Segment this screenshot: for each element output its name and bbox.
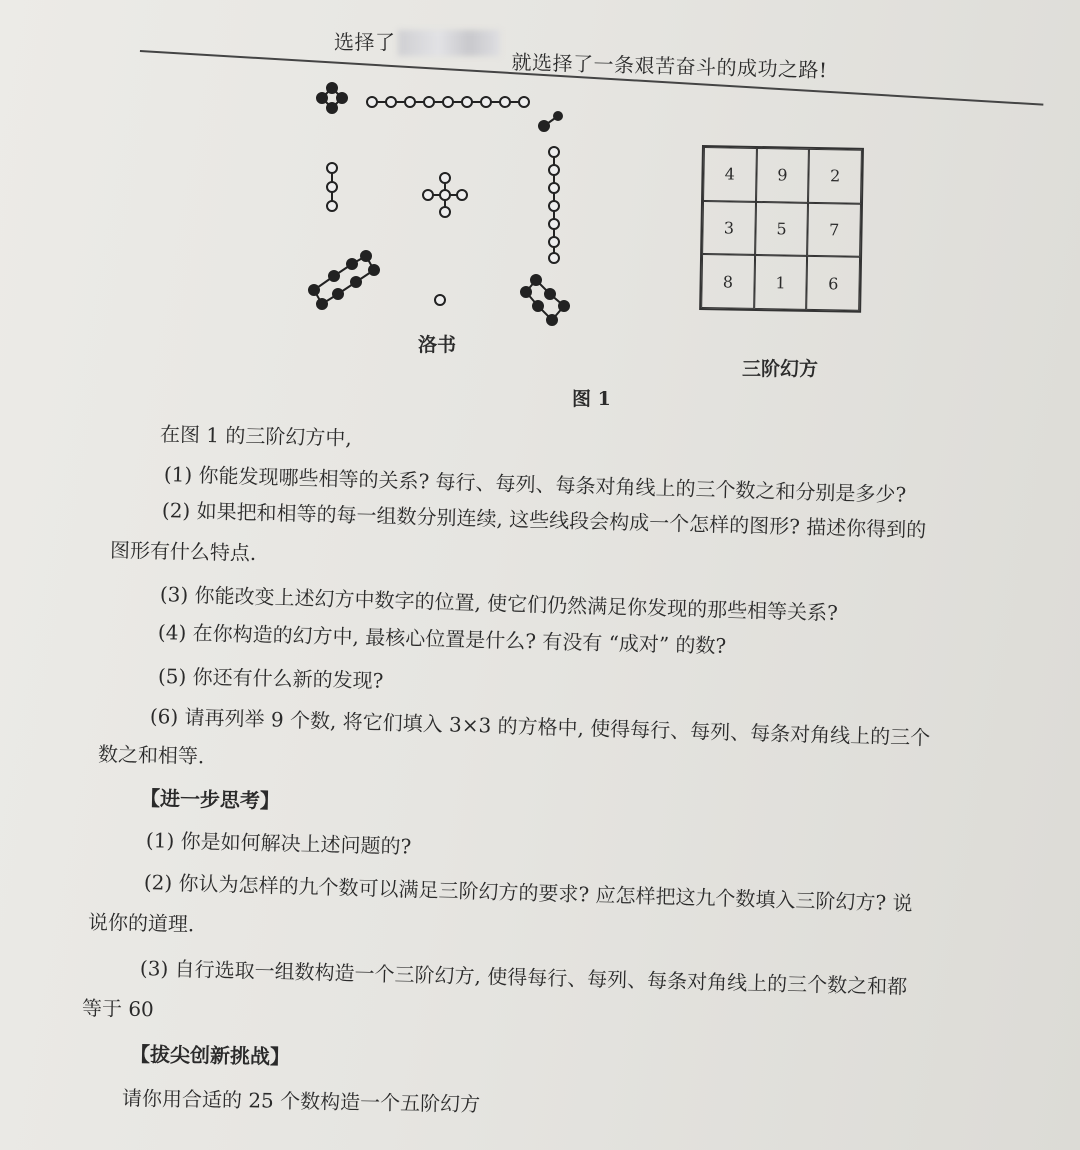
luoshu-figure xyxy=(300,80,600,340)
magic-cell: 2 xyxy=(808,149,862,204)
question-4: (4) 在你构造的幻方中, 最核心位置是什么? 有没有 “成对” 的数? xyxy=(157,620,727,658)
challenge-text: 请你用合适的 25 个数构造一个五阶幻方 xyxy=(121,1086,481,1117)
further-question-3-line-2: 等于 60 xyxy=(81,996,154,1022)
question-5: (5) 你还有什么新的发现? xyxy=(157,664,384,693)
luoshu-3-dots xyxy=(327,163,337,211)
magic-cell: 9 xyxy=(756,148,810,203)
further-question-1: (1) 你是如何解决上述问题的? xyxy=(145,828,412,859)
header-right-text: 就选择了一条艰苦奋斗的成功之路! xyxy=(511,49,828,83)
further-thinking-title: 【进一步思考】 xyxy=(139,786,281,813)
further-question-2-line-2: 说你的道理. xyxy=(87,910,195,937)
luoshu-9-dots xyxy=(367,97,529,107)
luoshu-1-dot xyxy=(435,295,445,305)
magic-cell: 4 xyxy=(703,147,757,202)
luoshu-7-dots xyxy=(549,147,559,263)
magic-square-grid xyxy=(699,145,864,313)
luoshu-5-dots xyxy=(423,173,467,217)
question-1: (1) 你能发现哪些相等的关系? 每行、每列、每条对角线上的三个数之和分别是多少? xyxy=(163,462,907,507)
luoshu-8-dots xyxy=(309,251,379,309)
intro-text: 在图 1 的三阶幻方中, xyxy=(159,422,352,451)
further-question-3-line-1: (3) 自行选取一组数构造一个三阶幻方, 使得每行、每列、每条对角线上的三个数之和都 xyxy=(139,956,908,999)
figure-caption: 图 1 xyxy=(572,388,611,410)
challenge-title: 【拔尖创新挑战】 xyxy=(129,1042,291,1069)
question-6-line-2: 数之和相等. xyxy=(97,742,205,769)
magic-cell: 1 xyxy=(754,255,808,310)
magic-cell: 5 xyxy=(755,202,809,257)
magic-square-label: 三阶幻方 xyxy=(742,358,819,380)
question-2-line-2: 图形有什么特点. xyxy=(109,538,257,566)
question-6-line-1: (6) 请再列举 9 个数, 将它们填入 3×3 的方格中, 使得每行、每列、每条对角线上的三个 xyxy=(149,704,931,750)
magic-cell: 7 xyxy=(807,203,861,258)
further-question-2-line-1: (2) 你认为怎样的九个数可以满足三阶幻方的要求? 应怎样把这九个数填入三阶幻方? 说 xyxy=(143,870,913,916)
magic-cell: 8 xyxy=(701,254,755,309)
question-3: (3) 你能改变上述幻方中数字的位置, 使它们仍然满足你发现的那些相等关系? xyxy=(159,582,839,625)
luoshu-label: 洛书 xyxy=(418,334,457,356)
header-left-text: 选择了 xyxy=(334,30,396,54)
magic-cell: 3 xyxy=(702,201,756,256)
luoshu-6-dots xyxy=(521,275,569,325)
question-2-line-1: (2) 如果把和相等的每一组数分别连续, 这些线段会构成一个怎样的图形? 描述你得到的 xyxy=(161,498,927,543)
redacted-blur xyxy=(398,30,500,56)
luoshu-4-dots xyxy=(317,83,347,113)
magic-cell: 6 xyxy=(806,256,860,311)
luoshu-2-dots xyxy=(539,112,562,131)
